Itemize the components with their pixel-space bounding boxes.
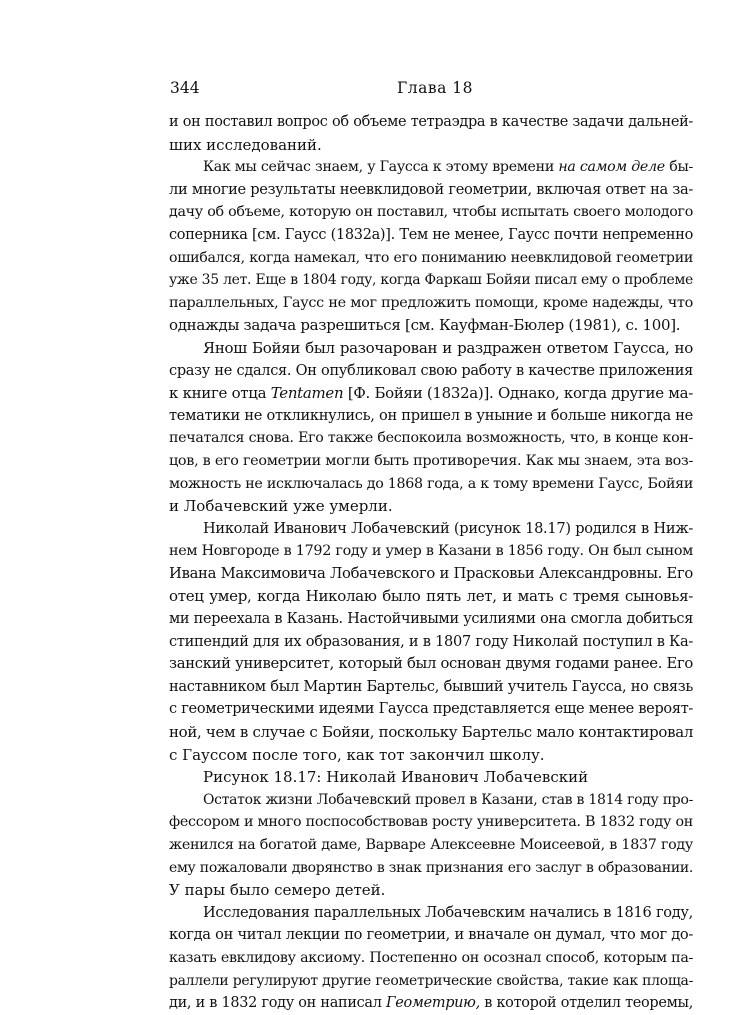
text-line: и он поставил вопрос об объеме тетраэдра в качестве задачи дальней- — [169, 114, 693, 130]
paragraph — [169, 789, 693, 902]
text-segment: в которой отделил теоремы, — [479, 995, 693, 1012]
text-segment: к книге отца — [169, 384, 271, 403]
text-line: раллели регулируют другие геометрические свойства, такие как площа- — [169, 972, 693, 989]
text-line — [169, 156, 693, 179]
text-line — [169, 382, 693, 405]
text-line: дачу об объеме, которую он поставил, чтобы испытать своего молодого — [169, 204, 693, 221]
paragraph — [169, 518, 693, 767]
text-line — [169, 992, 693, 1015]
text-line: Янош Бойяи был разочарован и раздражен ответом Гаусса, но — [203, 338, 693, 357]
emphasis-text: Геометрию, — [386, 995, 480, 1012]
text-segment: бы- — [664, 159, 693, 176]
running-header — [170, 79, 692, 101]
text-line: с Гауссом после того, как тот закончил школу. — [169, 745, 545, 764]
text-line: ной, чем в случае с Бойяи, поскольку Бартельс мало контактировал — [169, 723, 693, 742]
text-line: сразу не сдался. Он опубликовал свою работу в качестве приложения — [169, 362, 693, 379]
figure-caption — [169, 766, 693, 789]
text-line: когда он читал лекции по геометрии, и вначале он думал, что мог до- — [169, 926, 693, 944]
text-line: с геометрическими идеями Гаусса представляется еще менее вероят- — [169, 701, 693, 718]
text-line: стипендий для их образования, и в 1807 году Николай поступил в Ка- — [169, 632, 693, 650]
text-line: Николай Иванович Лобачевский (рисунок 18.17) родился в Ниж- — [203, 519, 693, 537]
paragraph — [169, 337, 693, 518]
paragraph — [169, 156, 693, 337]
text-line: наставником был Мартин Бартельс, бывший учитель Гаусса, но связь — [169, 677, 693, 695]
body-text — [169, 111, 693, 1015]
text-line: казать евклидову аксиому. Постепенно он осознал способ, которым па- — [169, 949, 693, 966]
text-line: печатался снова. Его также беспокоила возможность, что, в конце кон- — [169, 430, 693, 447]
paragraph — [169, 902, 693, 1015]
page-number: 344 — [170, 79, 200, 97]
text-line: ми переехала в Казань. Настойчивыми усилиями она смогла добиться — [169, 611, 693, 628]
text-segment: ди, и в 1832 году он написал — [169, 995, 387, 1012]
text-line: Исследования параллельных Лобачевским начались в 1816 году, — [203, 903, 693, 921]
text-line: фессором и много поспособствовав росту университета. В 1832 году он — [169, 814, 693, 831]
text-line: уже 35 лет. Еще в 1804 году, когда Фаркаш Бойяи писал ему о проблеме — [169, 272, 693, 289]
emphasis-text: Tentamen — [270, 384, 344, 403]
text-line: У пары было семеро детей. — [169, 881, 386, 900]
text-line: Рисунок 18.17: Николай Иванович Лобачевский — [203, 768, 589, 787]
text-line: нем Новгороде в 1792 году и умер в Казани в 1856 году. Он был сыном — [169, 543, 693, 560]
text-line: ему пожаловали дворянство в знак признания его заслуг в образовании. — [169, 859, 693, 876]
text-line: Остаток жизни Лобачевский провел в Казани, став в 1814 году про- — [203, 791, 693, 808]
text-line: можность не исключалась до 1868 года, а к тому времени Гаусс, Бойяи — [169, 475, 693, 492]
text-line: параллельных, Гаусс не мог предложить помощи, кроме надежды, что — [169, 294, 693, 311]
paragraph — [169, 111, 693, 156]
text-line: ли многие результаты неевклидовой геометрии, включая ответ на за- — [169, 180, 693, 198]
text-line: отец умер, когда Николаю было пять лет, и мать с тремя сыновья- — [169, 587, 693, 606]
text-segment: [Ф. Бойяи (1832а)]. Однако, когда другие ма- — [343, 384, 693, 403]
emphasis-text: на самом деле — [558, 159, 665, 176]
text-line: и Лобачевский уже умерли. — [169, 497, 393, 516]
text-segment: Как мы сейчас знаем, у Гаусса к этому времени — [203, 159, 559, 176]
text-line: ошибался, когда намекал, что его пониманию неевклидовой геометрии — [169, 249, 693, 266]
text-line: ших исследований. — [169, 135, 322, 154]
text-line: тематики не откликнулись, он пришел в уныние и больше никогда не — [169, 406, 693, 424]
text-line: занский университет, который был основан двумя годами ранее. Его — [169, 655, 693, 673]
text-line: однажды задача разрешиться [см. Кауфман-Бюлер (1981), с. 100]. — [169, 316, 681, 335]
chapter-title: Глава 18 — [397, 79, 473, 97]
text-line: женился на богатой даме, Варваре Алексеевне Моисеевой, в 1837 году — [169, 837, 693, 853]
text-line: Ивана Максимовича Лобачевского и Прасковьи Александровны. Его — [169, 564, 693, 582]
text-line: цов, в его геометрии могли быть противоречия. Как мы знаем, эта воз- — [169, 452, 693, 469]
text-line: соперника [см. Гаусс (1832а)]. Тем не менее, Гаусс почти непременно — [169, 226, 693, 243]
